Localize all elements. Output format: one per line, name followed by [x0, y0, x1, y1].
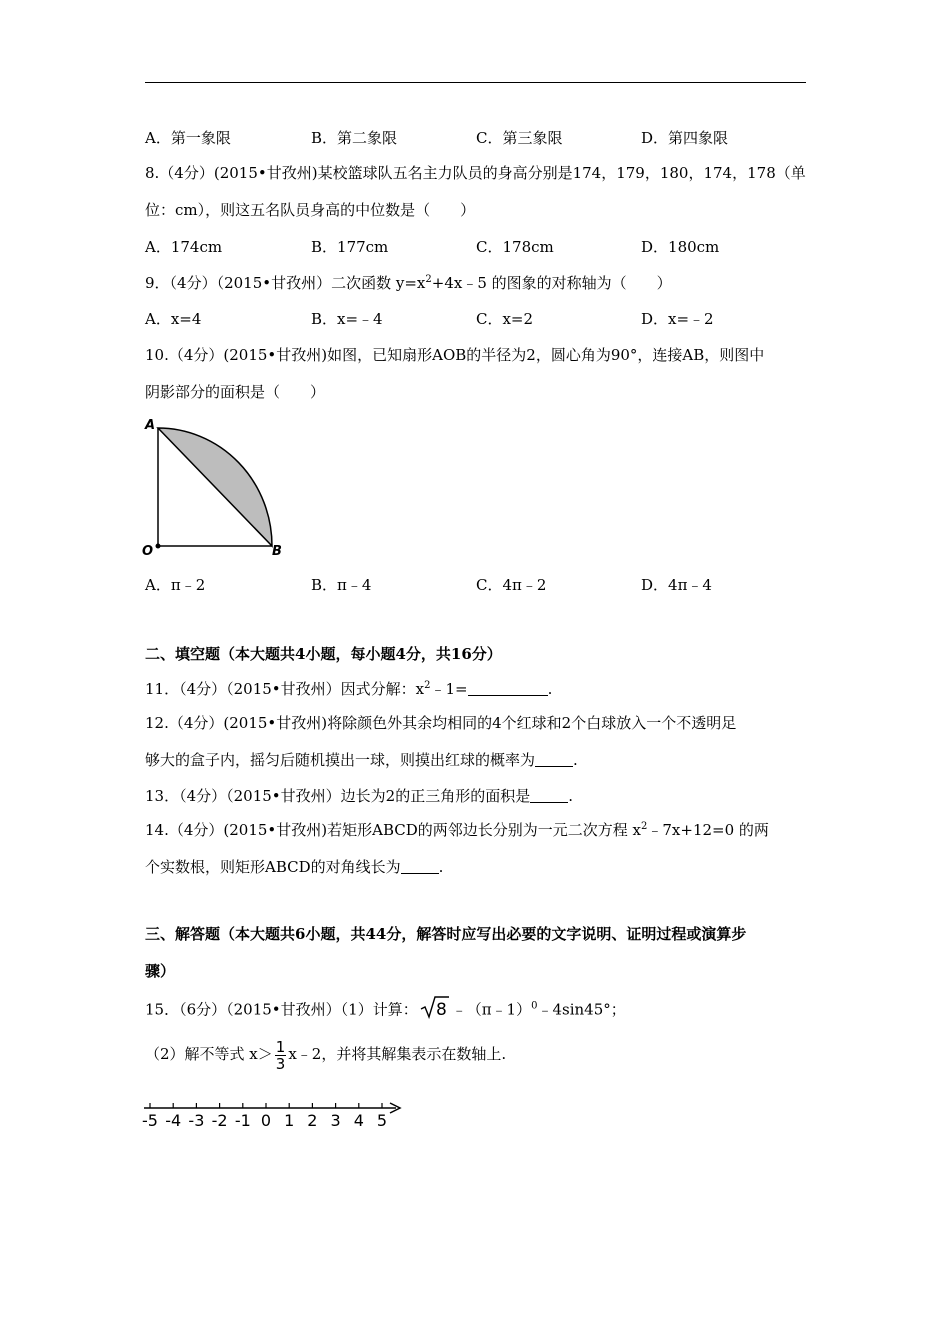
- q7-options: [145, 128, 806, 148]
- q12-stem-line2-text: 够大的盒子内，摇匀后随机摸出一球，则摸出红球的概率为: [145, 751, 536, 769]
- q10-stem-line2: 阴影部分的面积是（ ）: [145, 383, 326, 401]
- q13-stem-text: 13．（4分）（2015•甘孜州）边长为2的正三角形的面积是: [145, 787, 531, 805]
- q12-end: .: [573, 751, 578, 769]
- q10-option-d[interactable]: D．4π﹣4: [641, 576, 712, 594]
- q10-options: [145, 575, 806, 595]
- q13-answer-blank[interactable]: [530, 788, 568, 803]
- q9-option-d[interactable]: D．x=﹣2: [641, 310, 714, 328]
- section2-title: 二、填空题（本大题共4小题，每小题4分，共16分）: [145, 645, 502, 663]
- q11-stem-pre: 11．（4分）（2015•甘孜州）因式分解：x: [145, 680, 425, 698]
- sqrt-radicand: 8: [435, 1000, 447, 1019]
- q14-exponent: 2: [641, 821, 648, 832]
- q15-part2-post: x﹣2，并将其解集表示在数轴上.: [288, 1045, 507, 1063]
- number-line-label: 4: [353, 1111, 364, 1130]
- label-o: O: [142, 544, 154, 559]
- q11-answer-blank[interactable]: [468, 681, 548, 696]
- number-line-label: 1: [284, 1111, 295, 1130]
- q8-option-c[interactable]: C．178cm: [476, 238, 554, 256]
- label-a: A: [145, 418, 156, 433]
- q7-option-d[interactable]: D．第四象限: [641, 129, 729, 147]
- q9-exponent: 2: [425, 274, 432, 285]
- number-line-label: 2: [307, 1111, 318, 1130]
- fraction-denominator: 3: [275, 1054, 286, 1073]
- q15-part2-pre: （2）解不等式 x＞: [145, 1045, 273, 1063]
- q8-stem-line2: 位：cm），则这五名队员身高的中位数是（ ）: [145, 201, 476, 219]
- q11-exponent: 2: [424, 680, 431, 691]
- q9-stem-pre: 9．（4分）（2015•甘孜州）二次函数 y=x: [145, 274, 426, 292]
- q10-option-a[interactable]: A．π﹣2: [145, 576, 206, 594]
- section3-title-line1: 三、解答题（本大题共6小题，共44分，解答时应写出必要的文字说明、证明过程或演算步: [145, 925, 747, 943]
- fraction-numerator: 1: [275, 1037, 286, 1056]
- q9-stem: [145, 273, 672, 293]
- q14-stem-line2: [145, 857, 443, 877]
- q14-answer-blank[interactable]: [401, 859, 439, 874]
- q8-stem-line1: 8.（4分）(2015•甘孜州)某校篮球队五名主力队员的身高分别是174，179，180，174，178（单: [145, 164, 806, 182]
- q7-option-a[interactable]: A．第一象限: [145, 129, 231, 147]
- q15-stem-pre: 15．（6分）（2015•甘孜州）（1）计算：: [145, 1000, 418, 1019]
- number-line-label: -3: [188, 1111, 205, 1130]
- label-b: B: [272, 544, 282, 559]
- shaded-segment: [158, 428, 272, 546]
- q9-option-b[interactable]: B．x=﹣4: [311, 310, 383, 328]
- q15-part1: [145, 995, 626, 1026]
- sector-figure: [138, 412, 298, 564]
- number-line-label: -5: [142, 1111, 158, 1130]
- q14-stem-line1: [145, 820, 769, 840]
- q9-option-c[interactable]: C．x=2: [476, 310, 534, 328]
- q15-exponent: 0: [531, 1000, 538, 1012]
- q7-option-b[interactable]: B．第二象限: [311, 129, 398, 147]
- q8-option-d[interactable]: D．180cm: [641, 238, 720, 256]
- q15-stem-post: ﹣4sin45°；: [537, 1000, 626, 1019]
- q10-option-b[interactable]: B．π﹣4: [311, 576, 372, 594]
- section3-title-line2: 骤）: [145, 962, 176, 980]
- q9-options: [145, 309, 806, 329]
- q8-options: [145, 237, 806, 257]
- q12-stem-line1: 12.（4分）(2015•甘孜州)将除颜色外其余均相同的4个红球和2个白球放入一个不透明足: [145, 714, 737, 732]
- number-line-label: 3: [330, 1111, 341, 1130]
- q13-end: .: [568, 787, 573, 805]
- q14-stem-pre: 14.（4分）(2015•甘孜州)若矩形ABCD的两邻边长分别为一元二次方程 x: [145, 821, 641, 839]
- sqrt-symbol: [420, 995, 450, 1026]
- header-rule: [145, 82, 806, 83]
- q11-stem: [145, 679, 552, 699]
- q11-stem-post: ﹣1=: [430, 680, 468, 698]
- fraction-one-third: [275, 1039, 287, 1072]
- q8-option-a[interactable]: A．174cm: [145, 238, 223, 256]
- center-point: [156, 544, 161, 549]
- number-line-label: -2: [211, 1111, 228, 1130]
- q13-stem: [145, 786, 573, 806]
- q14-end: .: [438, 858, 444, 876]
- q15-stem-mid: ﹣（π﹣1）: [451, 1000, 532, 1019]
- q11-end: .: [547, 680, 553, 698]
- q10-stem-line1: 10.（4分）(2015•甘孜州)如图，已知扇形AOB的半径为2，圆心角为90°，连接AB，则图中: [145, 346, 765, 364]
- q10-option-c[interactable]: C．4π﹣2: [476, 576, 547, 594]
- q9-stem-post: +4x﹣5 的图象的对称轴为（ ）: [431, 274, 672, 292]
- q14-stem-post: ﹣7x+12=0 的两: [647, 821, 769, 839]
- q14-stem-line2-text: 个实数根，则矩形ABCD的对角线长为: [145, 858, 401, 876]
- q12-stem-line2: [145, 750, 578, 770]
- q7-option-c[interactable]: C．第三象限: [476, 129, 563, 147]
- q9-option-a[interactable]: A．x=4: [145, 310, 202, 328]
- number-line: [138, 1096, 410, 1132]
- q15-part2: [145, 1036, 506, 1072]
- number-line-label: 5: [376, 1111, 388, 1130]
- number-line-label: 0: [260, 1111, 272, 1130]
- number-line-label: -4: [165, 1111, 182, 1130]
- number-line-label: -1: [234, 1111, 251, 1130]
- q12-answer-blank[interactable]: [535, 752, 573, 767]
- q8-option-b[interactable]: B．177cm: [311, 238, 389, 256]
